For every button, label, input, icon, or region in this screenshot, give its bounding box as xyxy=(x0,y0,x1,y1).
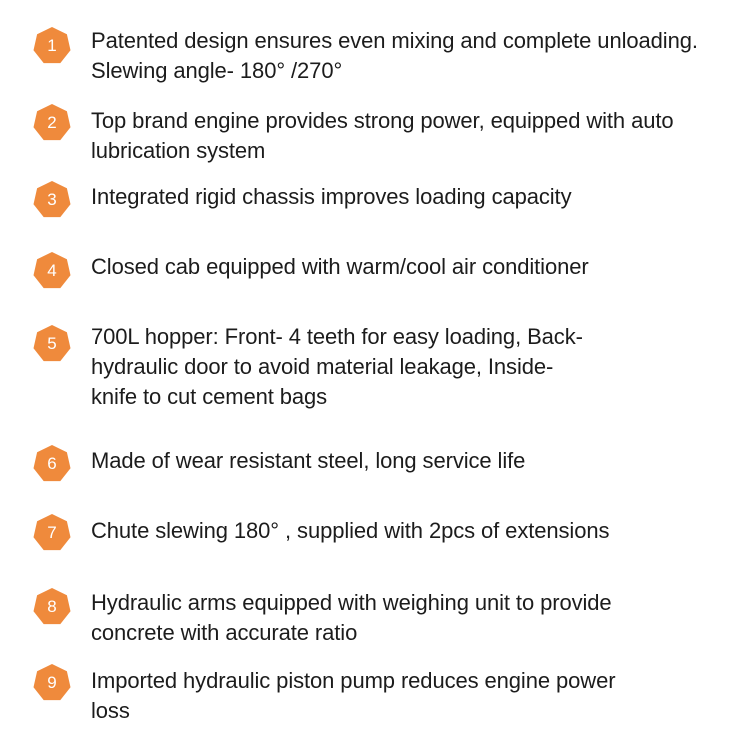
feature-text-line: knife to cut cement bags xyxy=(91,384,328,409)
number-badge xyxy=(32,180,72,220)
badge-number: 3 xyxy=(47,190,57,209)
feature-text xyxy=(91,588,612,648)
badge-number: 7 xyxy=(47,523,57,542)
badge-number: 6 xyxy=(47,454,57,473)
badge-number: 1 xyxy=(47,36,57,55)
feature-text-line: Patented design ensures even mixing and complete unloading. xyxy=(91,28,698,53)
feature-text xyxy=(91,666,615,726)
feature-text-line: Closed cab equipped with warm/cool air conditioner xyxy=(91,254,589,279)
feature-text xyxy=(91,26,698,86)
feature-text-line: lubrication system xyxy=(91,138,266,163)
badge-number: 2 xyxy=(47,113,57,132)
feature-text-line: Slewing angle- 180° /270° xyxy=(91,58,343,83)
feature-text xyxy=(91,106,674,166)
feature-text-line: concrete with accurate ratio xyxy=(91,620,358,645)
number-badge xyxy=(32,663,72,703)
badge-number: 8 xyxy=(47,597,57,616)
number-badge xyxy=(32,251,72,291)
feature-text-line: Integrated rigid chassis improves loading capacity xyxy=(91,184,572,209)
feature-text-line: Imported hydraulic piston pump reduces engine power xyxy=(91,668,616,693)
number-badge xyxy=(32,103,72,143)
number-badge xyxy=(32,444,72,484)
number-badge xyxy=(32,26,72,66)
feature-text-line: Made of wear resistant steel, long service life xyxy=(91,448,526,473)
feature-text-line: Hydraulic arms equipped with weighing unit to provide xyxy=(91,590,612,615)
number-badge xyxy=(32,587,72,627)
feature-text xyxy=(91,182,571,212)
badge-number: 4 xyxy=(47,261,57,280)
feature-text-line: Chute slewing 180° , supplied with 2pcs of extensions xyxy=(91,518,610,543)
badge-number: 5 xyxy=(47,334,57,353)
badge-number: 9 xyxy=(47,673,57,692)
feature-text-line: Top brand engine provides strong power, equipped with auto xyxy=(91,108,674,133)
feature-text-line: 700L hopper: Front- 4 teeth for easy loading, Back- xyxy=(91,324,583,349)
feature-text-line: loss xyxy=(91,698,130,723)
feature-text xyxy=(91,322,583,412)
feature-text xyxy=(91,446,525,476)
number-badge xyxy=(32,324,72,364)
feature-text xyxy=(91,516,609,546)
feature-text-line: hydraulic door to avoid material leakage, Inside- xyxy=(91,354,554,379)
feature-text xyxy=(91,252,589,282)
number-badge xyxy=(32,513,72,553)
